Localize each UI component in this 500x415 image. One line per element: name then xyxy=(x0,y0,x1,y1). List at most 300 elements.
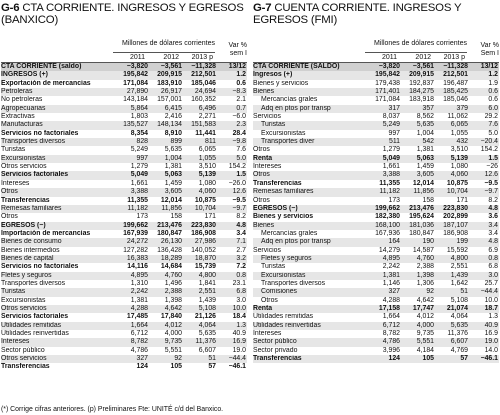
row-label: Intereses xyxy=(1,338,30,346)
row-label: INGRESOS (+) xyxy=(1,71,48,79)
table-row xyxy=(1,247,247,255)
value-2013: 51 xyxy=(460,288,468,296)
value-var: 12.6 xyxy=(232,188,246,196)
value-2011: 167,939 xyxy=(123,229,148,237)
table-row xyxy=(1,280,247,288)
value-2011: 11,355 xyxy=(127,196,148,204)
row-label: Renta xyxy=(253,154,273,162)
value-2013: 15,739 xyxy=(194,263,216,271)
value-2013: 6,607 xyxy=(450,338,468,346)
value-var: 6.9 xyxy=(488,246,498,254)
value-2012: 92 xyxy=(174,355,182,363)
table-row xyxy=(1,238,247,246)
value-var: −46.1 xyxy=(480,355,498,363)
value-var: 4.8 xyxy=(236,221,246,229)
value-2013: −11,328 xyxy=(443,63,468,70)
table-row xyxy=(1,105,247,113)
table-row xyxy=(253,230,499,238)
value-2013: 196,487 xyxy=(443,79,468,87)
row-label: Servicios xyxy=(253,113,281,121)
value-2012: 9,735 xyxy=(416,330,434,337)
value-var: 19.0 xyxy=(484,338,498,346)
table-row xyxy=(253,313,499,321)
row-label: Otros servicios xyxy=(1,355,47,363)
value-2013: 199 xyxy=(456,238,468,246)
value-2011: 4,786 xyxy=(130,346,148,354)
table-row xyxy=(253,247,499,255)
value-2011: 171,084 xyxy=(375,96,400,104)
value-2011: 3,996 xyxy=(382,346,400,354)
value-var: 0.6 xyxy=(488,88,498,96)
value-2011: 11,182 xyxy=(127,204,148,212)
value-var: 1.9 xyxy=(488,79,498,87)
value-2013: 15,592 xyxy=(446,246,468,254)
value-2013: 151,583 xyxy=(191,121,216,129)
value-2011: −3,820 xyxy=(378,63,400,70)
value-2013: 2,551 xyxy=(198,288,216,296)
value-var: 2.3 xyxy=(236,121,246,129)
year-header: 2013 p xyxy=(443,54,465,61)
row-label: Otros xyxy=(1,188,18,196)
value-2013: 5,139 xyxy=(450,154,468,162)
value-var: −6.0 xyxy=(232,113,246,121)
value-2013: 185,046 xyxy=(443,96,468,104)
value-2011: 5,049 xyxy=(130,171,148,179)
table-row xyxy=(253,71,499,79)
row-label: Otros servicios xyxy=(1,304,47,312)
table-row xyxy=(1,121,247,129)
row-label: Extractivas xyxy=(1,113,35,121)
table-row xyxy=(1,322,247,330)
value-var: 6.8 xyxy=(236,288,246,296)
value-2013: 21,074 xyxy=(446,304,468,312)
value-var: 0.6 xyxy=(236,79,246,87)
table-row xyxy=(1,63,247,71)
row-label: Importación de mercancías xyxy=(1,229,91,237)
var-header xyxy=(217,42,247,58)
value-2013: 160,352 xyxy=(191,96,216,104)
value-var: 25.7 xyxy=(484,279,498,287)
units-label: Millones de dólares corrientes xyxy=(374,40,467,47)
table-row xyxy=(1,205,247,213)
value-2011: 199,662 xyxy=(375,204,400,212)
value-2012: 8,562 xyxy=(416,113,434,121)
value-2012: 209,915 xyxy=(157,71,182,79)
value-2012: 2,416 xyxy=(164,113,182,121)
value-2011: 164 xyxy=(388,238,400,246)
value-2011: 24,272 xyxy=(126,238,148,246)
value-var: 28.4 xyxy=(232,129,246,137)
year-header: 2013 p xyxy=(191,54,213,61)
row-label: No petroleras xyxy=(1,96,43,104)
value-2011: 3,388 xyxy=(130,188,148,196)
value-2011: 1,279 xyxy=(382,146,400,154)
value-2011: 2,242 xyxy=(382,263,400,271)
value-2012: 180,847 xyxy=(157,229,182,237)
value-2011: 11,182 xyxy=(379,188,400,196)
value-2013: 1,080 xyxy=(198,179,216,187)
table-row xyxy=(1,330,247,338)
value-2013: 2,271 xyxy=(198,113,216,121)
row-label: EGRESOS (−) xyxy=(253,204,298,212)
value-2011: 1,279 xyxy=(130,163,148,171)
value-2012: 1,004 xyxy=(164,154,182,162)
table-row xyxy=(1,222,247,230)
value-2013: 4,060 xyxy=(450,171,468,179)
value-var: 3.6 xyxy=(488,213,498,221)
table-row xyxy=(1,130,247,138)
value-2011: 6,712 xyxy=(382,321,400,329)
year-header: 2011 xyxy=(381,54,397,61)
value-2013: 5,635 xyxy=(198,330,216,337)
row-label: Utilidades remitidas xyxy=(253,313,314,321)
value-2013: 432 xyxy=(456,138,468,146)
var-label: Var % xyxy=(228,42,247,49)
value-2013: 11,376 xyxy=(447,330,468,337)
value-2012: 17,840 xyxy=(160,313,182,321)
row-label: Transportes diversos xyxy=(1,138,66,146)
value-2013: 51 xyxy=(208,355,216,363)
row-label: Otros servicios xyxy=(1,163,47,171)
value-2012: 1,496 xyxy=(164,279,182,287)
value-2013: 223,830 xyxy=(191,221,216,229)
value-2012: 26,130 xyxy=(160,238,182,246)
value-2011: 4,895 xyxy=(382,254,400,262)
units-label: Millones de dólares corrientes xyxy=(122,40,215,47)
value-2013: 5,139 xyxy=(198,171,216,179)
value-2012: 9,735 xyxy=(164,338,182,346)
value-2012: 92 xyxy=(426,288,434,296)
row-label: Utilidades remitidas xyxy=(1,321,62,329)
row-label: Sector privado xyxy=(253,346,298,354)
value-2013: 212,501 xyxy=(443,71,468,79)
table-row xyxy=(253,155,499,163)
value-2013: 223,830 xyxy=(443,204,468,212)
value-2012: 213,476 xyxy=(157,221,182,229)
value-2013: 3,510 xyxy=(198,163,216,171)
value-2013: 10,704 xyxy=(194,204,216,212)
row-label: Transferencias xyxy=(253,179,302,187)
value-2011: 11,355 xyxy=(379,179,400,187)
value-2012: 192,837 xyxy=(409,79,434,87)
table-header xyxy=(253,38,499,62)
value-var: 40.9 xyxy=(232,330,246,337)
table-row xyxy=(1,96,247,104)
value-2013: 6,065 xyxy=(450,121,468,129)
row-label: CTA CORRIENTE (saldo) xyxy=(1,63,82,70)
value-var: −9.7 xyxy=(232,204,246,212)
value-2013: 10,875 xyxy=(194,196,216,204)
value-var: 154.2 xyxy=(228,163,246,171)
value-2012: 4,642 xyxy=(164,304,182,312)
value-2012: −3,561 xyxy=(160,63,182,70)
row-label: Transferencias xyxy=(1,196,50,204)
value-var: 1.3 xyxy=(488,313,498,321)
value-var: 0.8 xyxy=(236,271,246,279)
row-label: Mercancías grales xyxy=(261,96,318,104)
value-2012: 26,917 xyxy=(160,88,182,96)
value-var: 23.1 xyxy=(232,279,246,287)
row-label: Turistas xyxy=(261,263,286,271)
value-2011: 511 xyxy=(389,138,400,146)
value-2011: 124 xyxy=(136,363,148,371)
row-label: Excursionistas xyxy=(261,271,306,279)
value-var: 29.2 xyxy=(484,113,498,121)
value-var: 16.9 xyxy=(484,330,498,337)
row-label: CTA CORRIENTE (SALDO) xyxy=(253,63,340,70)
value-2012: 3,605 xyxy=(164,188,182,196)
value-2013: 27,986 xyxy=(194,238,216,246)
value-2011: 2,242 xyxy=(130,288,148,296)
value-2011: 997 xyxy=(388,129,400,137)
value-var: 3.2 xyxy=(236,254,246,262)
value-var: 3.4 xyxy=(488,221,498,229)
value-2012: 148,134 xyxy=(157,121,182,129)
var-label: Var % xyxy=(480,42,499,49)
value-2011: 124 xyxy=(388,355,400,363)
row-label: Adq en ptos por transp xyxy=(261,104,331,112)
row-label: Intereses xyxy=(253,330,282,337)
table-header xyxy=(1,38,247,62)
table-row xyxy=(1,297,247,305)
value-var: −9.5 xyxy=(484,179,498,187)
value-var: 8.2 xyxy=(236,213,246,221)
value-2011: 1,381 xyxy=(130,296,148,304)
value-2012: 158 xyxy=(422,196,434,204)
value-2012: 14,684 xyxy=(160,263,182,271)
value-2012: 183,910 xyxy=(157,79,182,87)
value-2011: 327 xyxy=(388,288,400,296)
value-var: 0.7 xyxy=(236,104,246,112)
table-row xyxy=(253,347,499,355)
value-2011: 199,662 xyxy=(123,221,148,229)
title-line-2: (BANXICO) xyxy=(1,14,59,26)
row-label: Turistas xyxy=(1,146,26,154)
table-row xyxy=(253,297,499,305)
value-2013: 1,642 xyxy=(450,279,468,287)
value-2012: 4,760 xyxy=(416,254,434,262)
table-row xyxy=(253,146,499,154)
table-row xyxy=(253,113,499,121)
value-2011: 4,895 xyxy=(130,271,148,279)
value-2011: 195,842 xyxy=(375,71,400,79)
value-2011: 1,310 xyxy=(130,279,148,287)
value-2013: 1,055 xyxy=(450,129,468,137)
value-2013: 811 xyxy=(205,138,216,146)
value-2013: 186,908 xyxy=(443,229,468,237)
row-label: Turistas xyxy=(261,121,286,129)
value-2012: 158 xyxy=(170,213,182,221)
row-label: Bienes xyxy=(253,221,275,229)
value-2012: 4,012 xyxy=(164,321,182,329)
value-2011: 14,116 xyxy=(127,263,148,271)
value-2012: 4,012 xyxy=(416,313,434,321)
table-body xyxy=(1,62,247,372)
value-2012: 4,184 xyxy=(416,346,434,354)
value-2011: 1,803 xyxy=(130,113,148,121)
value-2012: 183,918 xyxy=(409,96,434,104)
value-2013: 3,510 xyxy=(450,146,468,154)
value-var: −44.4 xyxy=(228,355,246,363)
table-row xyxy=(1,163,247,171)
table-row xyxy=(1,255,247,263)
row-label: Bienes y servicios xyxy=(253,79,309,87)
table-code: G-6 xyxy=(1,2,20,14)
value-2012: 899 xyxy=(170,138,182,146)
row-label: Bienes intermedios xyxy=(1,246,60,254)
value-2012: 209,915 xyxy=(409,71,434,79)
row-label: Ingresos (+) xyxy=(253,71,293,79)
table-row xyxy=(1,305,247,313)
row-label: Adq en ptos por transp xyxy=(261,238,331,246)
value-var: 2.7 xyxy=(236,246,246,254)
value-2012: 14,587 xyxy=(412,246,434,254)
title-line-1: CUENTA CORRIENTE. INGRESOS Y xyxy=(271,2,462,14)
table-row xyxy=(253,180,499,188)
value-2012: 2,388 xyxy=(164,288,182,296)
row-label: Otros xyxy=(1,213,18,221)
value-2011: 1,664 xyxy=(130,321,148,329)
row-label: Intereses xyxy=(253,163,282,171)
value-2012: 181,036 xyxy=(409,221,434,229)
value-2013: 186,908 xyxy=(191,229,216,237)
table-row xyxy=(1,230,247,238)
value-2011: 327 xyxy=(136,355,148,363)
table-row xyxy=(253,355,499,363)
year-header: 2012 xyxy=(163,54,179,61)
value-2012: 4,642 xyxy=(416,296,434,304)
value-2012: 1,459 xyxy=(164,179,182,187)
var-period: Sem I xyxy=(480,50,499,57)
row-label: Mercancías grales xyxy=(261,229,318,237)
value-2012: 5,063 xyxy=(164,171,182,179)
value-var: 8.2 xyxy=(488,196,498,204)
value-var: 3.0 xyxy=(488,271,498,279)
value-2011: 4,288 xyxy=(382,296,400,304)
value-2013: 4,060 xyxy=(198,188,216,196)
value-2012: 3,605 xyxy=(416,171,434,179)
table-row xyxy=(1,71,247,79)
table-row xyxy=(253,138,499,146)
row-label: Bienes xyxy=(253,88,275,96)
value-var: 10.0 xyxy=(232,304,246,312)
table-row xyxy=(1,263,247,271)
value-var: 1.2 xyxy=(236,71,246,79)
year-headers xyxy=(365,52,467,61)
value-2013: 6,607 xyxy=(198,346,216,354)
value-var: 0.8 xyxy=(488,254,498,262)
value-2012: 5,635 xyxy=(164,146,182,154)
value-2011: 127,282 xyxy=(123,246,148,254)
value-2012: 2,388 xyxy=(416,263,434,271)
value-var: −44.4 xyxy=(480,288,498,296)
value-2011: 173 xyxy=(388,196,400,204)
table-row xyxy=(1,180,247,188)
year-header: 2011 xyxy=(129,54,145,61)
footer-note: (*) Corrige cifras anteriores. (p) Preliminares Fte: UNITÉ c/d del Banxico. xyxy=(1,406,224,413)
row-label: Renta xyxy=(253,304,273,312)
table-row xyxy=(1,213,247,221)
value-2011: 3,388 xyxy=(382,171,400,179)
value-2013: 10,704 xyxy=(446,188,468,196)
value-2013: 4,800 xyxy=(198,271,216,279)
table-row xyxy=(253,80,499,88)
value-2012: 542 xyxy=(422,138,434,146)
value-var: 3.0 xyxy=(236,296,246,304)
value-2011: 5,249 xyxy=(130,146,148,154)
table-row xyxy=(1,146,247,154)
value-2013: 10,875 xyxy=(446,179,468,187)
table-row xyxy=(1,338,247,346)
value-var: 7.6 xyxy=(488,121,498,129)
value-2012: 11,856 xyxy=(161,204,182,212)
value-var: −9.8 xyxy=(232,138,246,146)
value-2013: 6,065 xyxy=(198,146,216,154)
table-row xyxy=(253,197,499,205)
row-label: Utilidades reinvertidas xyxy=(253,321,321,329)
value-2012: 1,398 xyxy=(164,296,182,304)
table-row xyxy=(253,63,499,71)
value-2013: 1,439 xyxy=(450,271,468,279)
value-2013: 11,441 xyxy=(195,129,216,137)
value-2013: 57 xyxy=(460,355,468,363)
value-2013: 2,551 xyxy=(450,263,468,271)
value-2012: 357 xyxy=(422,104,434,112)
value-2012: 105 xyxy=(422,355,434,363)
value-2012: 5,551 xyxy=(164,346,182,354)
table-row xyxy=(253,171,499,179)
table-row xyxy=(1,113,247,121)
value-var: 14.0 xyxy=(484,346,498,354)
value-2012: 180,847 xyxy=(409,229,434,237)
row-label: Bienes de consumo xyxy=(1,238,62,246)
value-2011: 1,381 xyxy=(382,271,400,279)
table-row xyxy=(1,188,247,196)
value-var: 19.0 xyxy=(232,346,246,354)
row-label: Excursionistas xyxy=(1,296,46,304)
table-row xyxy=(253,255,499,263)
value-2013: 5,108 xyxy=(450,296,468,304)
value-var: −9.7 xyxy=(484,188,498,196)
value-2011: 5,864 xyxy=(130,104,148,112)
value-2012: −3,561 xyxy=(412,63,434,70)
value-2012: 1,381 xyxy=(164,163,182,171)
value-2013: 185,425 xyxy=(443,88,468,96)
row-label: EGRESOS (−) xyxy=(1,221,46,229)
table-row xyxy=(253,96,499,104)
value-var: 2.1 xyxy=(236,96,246,104)
value-2011: 173 xyxy=(136,213,148,221)
row-label: Exportación de mercancías xyxy=(1,79,91,87)
value-2011: 17,485 xyxy=(126,313,148,321)
value-2012: 5,551 xyxy=(416,338,434,346)
value-var: 154.2 xyxy=(480,146,498,154)
value-var: −8.3 xyxy=(232,88,246,96)
row-label: Fletes y seguros xyxy=(1,271,52,279)
value-2011: 4,786 xyxy=(382,338,400,346)
value-2011: 1,661 xyxy=(382,163,400,171)
table-row xyxy=(253,130,499,138)
table-row xyxy=(1,197,247,205)
row-label: Transferencias xyxy=(1,363,50,371)
table-row xyxy=(253,288,499,296)
value-2013: 11,062 xyxy=(447,113,468,121)
value-var: 10.0 xyxy=(484,296,498,304)
row-label: Transportes diversos xyxy=(261,279,326,287)
value-2012: 195,624 xyxy=(409,213,434,221)
table-row xyxy=(253,88,499,96)
value-2011: 167,936 xyxy=(375,229,400,237)
